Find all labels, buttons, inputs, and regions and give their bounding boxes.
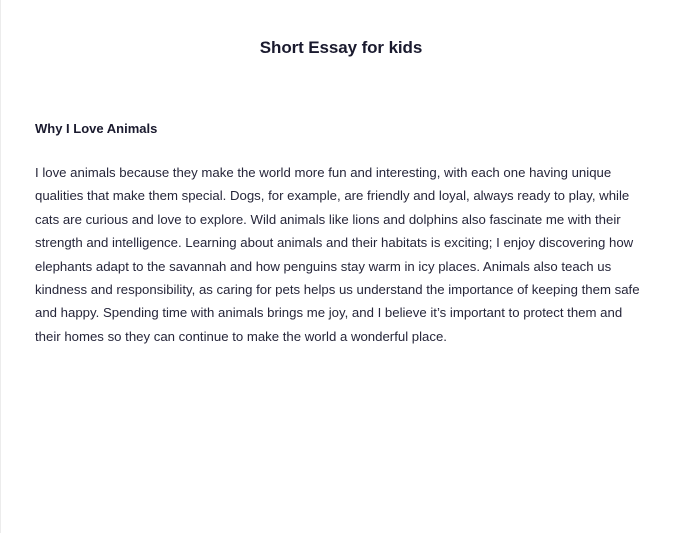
section-heading: Why I Love Animals: [35, 121, 158, 136]
page-title: Short Essay for kids: [259, 38, 423, 57]
essay-paragraph: I love animals because they make the world more fun and interesting, with each one having unique qualities that make them special. Dogs, for example, are friendly and loyal, always ready to play, while cats are curious and love to explore. Wild animals like lions and dolphins also fascinate me with their strength and intelligence. Learning about animals and their habitats is exciting; I enjoy discovering how elephants adapt to the savannah and how penguins stay warm in icy places. Animals also teach us kindness and responsibility, as caring for pets helps us understand the importance of keeping them safe and happy. Spending time with animals brings me joy, and I believe it’s important to protect them and their homes so they can continue to make the world a wonderful place.: [35, 165, 640, 344]
